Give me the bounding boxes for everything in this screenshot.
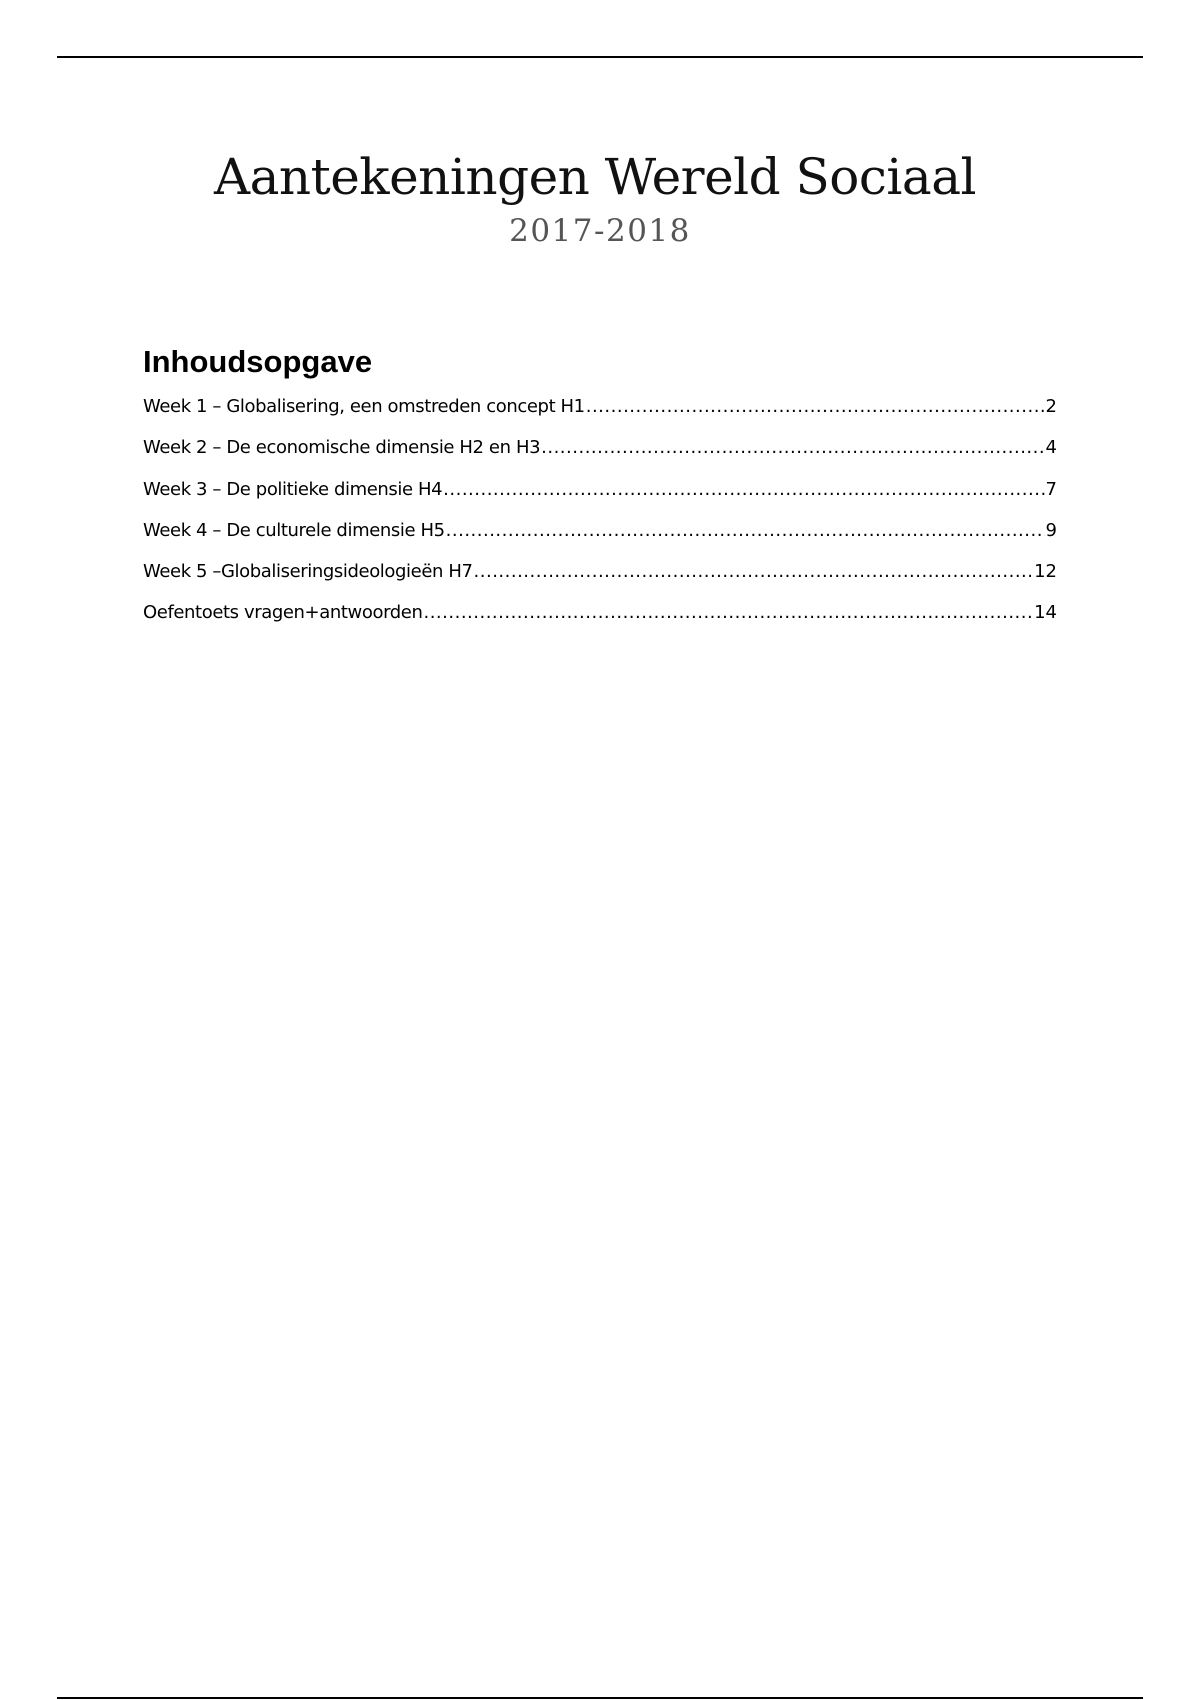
document-subtitle: 2017-2018 <box>509 213 691 249</box>
toc-entry-page: 2 <box>1045 396 1057 417</box>
toc-entry[interactable] <box>143 479 1057 520</box>
toc-entry[interactable] <box>143 437 1057 479</box>
toc-entry-page: 4 <box>1045 437 1057 458</box>
footer-rule <box>57 1697 1143 1699</box>
toc-entry-label: Week 4 – De culturele dimensie H5 <box>143 520 445 541</box>
toc-entry[interactable] <box>143 396 1057 437</box>
toc-entry-label: Week 1 – Globalisering, een omstreden concept H1 <box>143 396 585 417</box>
toc-entry-label: Week 2 – De economische dimensie H2 en H3 <box>143 437 541 458</box>
toc-leader-dots <box>474 561 1034 582</box>
toc-entry-page: 12 <box>1034 561 1057 582</box>
toc-leader-dots <box>541 437 1044 458</box>
toc-entry-label: Week 5 –Globaliseringsideologieën H7 <box>143 561 473 582</box>
toc-leader-dots <box>446 520 1045 541</box>
header-rule <box>57 56 1143 58</box>
toc-entry[interactable] <box>143 602 1057 643</box>
toc-entry-page: 14 <box>1034 602 1057 623</box>
toc-entry-label: Week 3 – De politieke dimensie H4 <box>143 479 443 500</box>
toc-leader-dots <box>586 396 1045 417</box>
toc-leader-dots <box>423 602 1033 623</box>
toc-heading: Inhoudsopgave <box>143 344 373 379</box>
toc-entry[interactable] <box>143 561 1057 602</box>
toc-entry-page: 7 <box>1045 479 1057 500</box>
document-title: Aantekeningen Wereld Sociaal <box>213 148 977 206</box>
toc-entry-label: Oefentoets vragen+antwoorden <box>143 602 423 623</box>
toc-entry-page: 9 <box>1045 520 1057 541</box>
toc-leader-dots <box>443 479 1044 500</box>
table-of-contents <box>143 396 1057 643</box>
toc-entry[interactable] <box>143 520 1057 561</box>
